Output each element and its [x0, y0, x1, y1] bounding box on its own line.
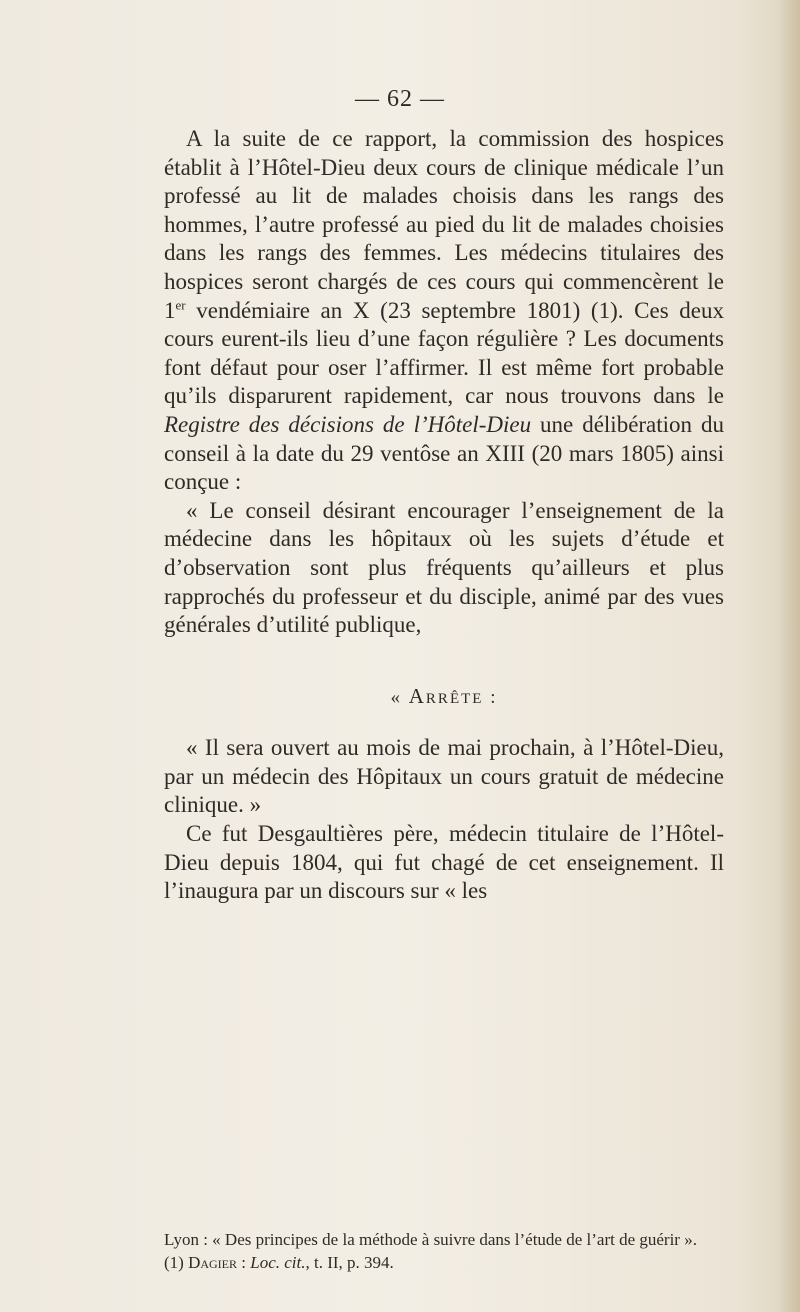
footnote-1	[164, 1251, 724, 1274]
body-text	[164, 125, 724, 906]
arrete-open-quote: «	[390, 686, 409, 708]
footnote-1-loc-cit: Loc. cit.	[250, 1253, 306, 1272]
paragraph-2-quote: « Le conseil désirant encourager l’enseignement de la médecine dans les hôpitaux où les sujets d’étude et d’observation sont plus fréquents qu’ailleurs et plus rapprochés du professeur et du disciple, animé par des vues générales d’utilité publique,	[164, 497, 724, 638]
arrete-heading	[164, 682, 724, 713]
paragraph-3-quote: « Il sera ouvert au mois de mai prochain, à l’Hôtel-Dieu, par un médecin des Hôpitaux un cours gratuit de médecine clinique. »	[164, 735, 724, 818]
superscript-er: er	[175, 296, 186, 312]
footnote-1-separator: :	[237, 1253, 251, 1272]
paragraph-1-part-c: une délibération du conseil à la date du 29 ventôse an XIII (20 mars 1805) ainsi conçue :	[164, 411, 725, 495]
page-number: — 62 —	[355, 86, 445, 112]
page-edge-shadow	[778, 0, 800, 1312]
footnote-1-author: Dagier	[188, 1253, 238, 1272]
register-title: Registre des décisions de l’Hôtel-Dieu	[164, 411, 532, 437]
paragraph-1-part-a: A la suite de ce rapport, la commission des hospices établit à l’Hôtel-Dieu deux cours de clinique médicale l’un professé au lit de malades choisis dans les rangs des hommes, l’autre professé au pied du lit de malades choisies dans les rangs des femmes. Les médecins titulaires des hospices seront chargés de ces cours qui commencèrent le 1	[164, 126, 724, 323]
arrete-colon: :	[483, 686, 498, 708]
footnotes	[164, 1228, 724, 1274]
footnote-1-number: (1)	[164, 1253, 189, 1272]
paragraph-1-part-b: vendémiaire an X (23 septembre 1801) (1). Ces deux cours eurent-ils lieu d’une façon régulière ? Les documents font défaut pour oser l’affirmer. Il est même fort probable qu’ils disparurent rapidement, car nous trouvons dans le	[164, 297, 724, 409]
footnote-continued: Lyon : « Des principes de la méthode à suivre dans l’étude de l’art de guérir ».	[164, 1230, 697, 1249]
paragraph-4: Ce fut Desgaultières père, médecin titulaire de l’Hôtel-Dieu depuis 1804, qui fut chagé de cet enseignement. Il l’inaugura par un discours sur « les	[164, 821, 724, 904]
footnote-1-reference: , t. II, p. 394.	[305, 1253, 394, 1272]
arrete-word: Arrête	[408, 683, 484, 708]
paragraph-1	[164, 125, 724, 497]
